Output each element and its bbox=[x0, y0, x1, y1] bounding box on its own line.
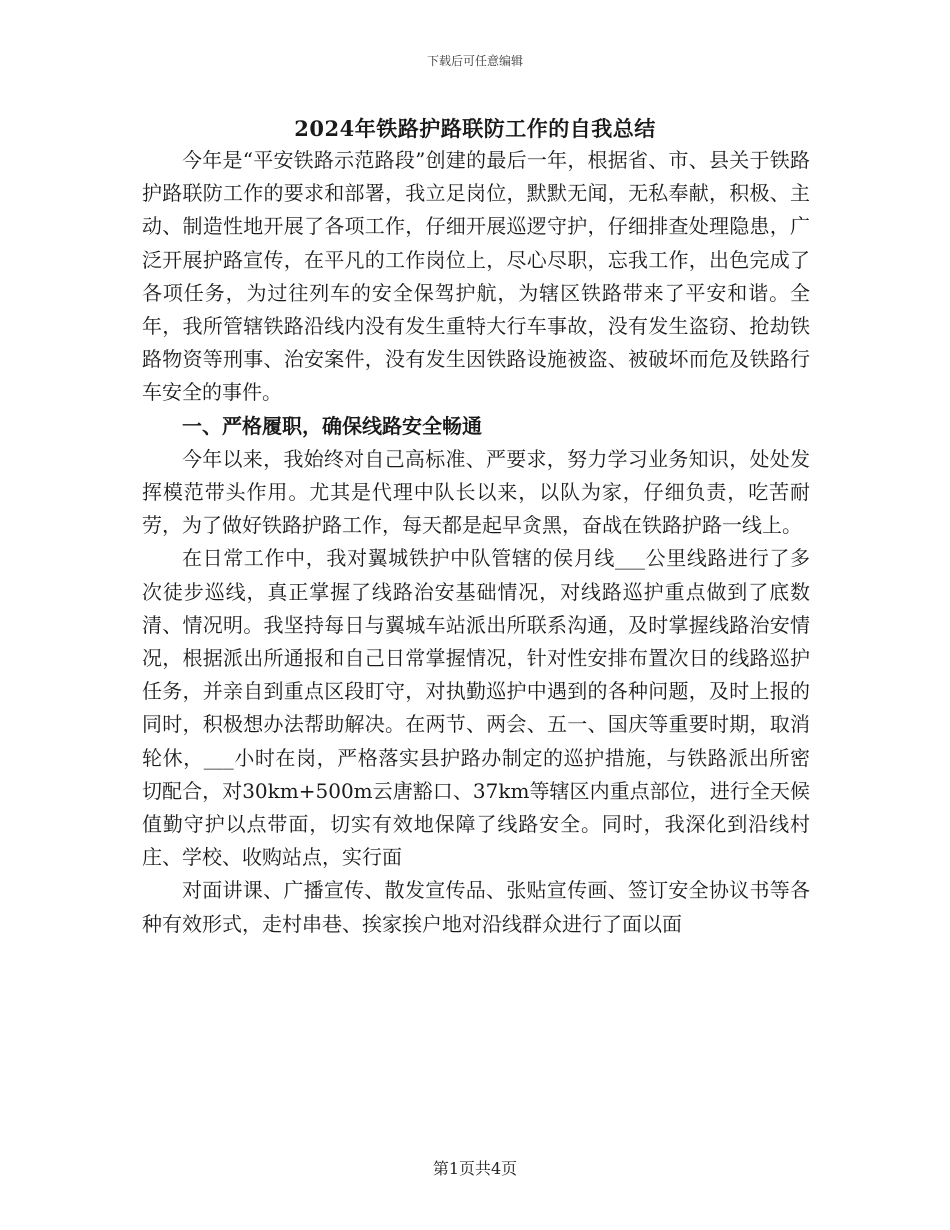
paragraph-intro: 今年是“平安铁路示范路段”创建的最后一年，根据省、市、县关于铁路护路联防工作的要求和部署，我立足岗位，默默无闻，无私奉献，积极、主动、制造性地开展了各项工作，仔细开展巡逻守护，仔细排查处理隐患，广泛开展护路宣传，在平凡的工作岗位上，尽心尽职，忘我工作，出色完成了各项任务，为过往列车的安全保驾护航，为辖区铁路带来了平安和谐。全年，我所管辖铁路沿线内没有发生重特大行车事故，没有发生盗窃、抢劫铁路物资等刑事、治安案件，没有发生因铁路设施被盗、被破坏而危及铁路行车安全的事件。 bbox=[142, 148, 810, 405]
document-body bbox=[142, 144, 810, 941]
document-title: 2024年铁路护路联防工作的自我总结 bbox=[294, 116, 656, 141]
paragraph-continuation: 对面讲课、广播宣传、散发宣传品、张贴宣传画、签订安全协议书等各种有效形式，走村串巷、挨家挨户地对沿线群众进行了面以面 bbox=[142, 878, 810, 936]
section-heading: 一、严格履职，确保线路安全畅通 bbox=[182, 413, 482, 438]
paragraph-self-discipline: 今年以来，我始终对自己高标准、严要求，努力学习业务知识，处处发挥模范带头作用。尤其是代理中队长以来，以队为家，仔细负责，吃苦耐劳，为了做好铁路护路工作，每天都是起早贪黑，奋战在铁路护路一线上。 bbox=[142, 446, 810, 538]
page-footer: 第1页共4页 bbox=[432, 1159, 518, 1178]
header-note: 下载后可任意编辑 bbox=[426, 54, 523, 68]
paragraph-daily-work: 在日常工作中，我对翼城铁护中队管辖的侯月线___公里线路进行了多次徒步巡线，真正掌握了线路治安基础情况，对线路巡护重点做到了底数清、情况明。我坚持每日与翼城车站派出所联系沟通，及时掌握线路治安情况，根据派出所通报和自己日常掌握情况，针对性安排布置次日的线路巡护任务，并亲自到重点区段盯守，对执勤巡护中遇到的各种问题，及时上报的同时，积极想办法帮助解决。在两节、两会、五一、国庆等重要时期，取消轮休，___小时在岗，严格落实县护路办制定的巡护措施，与铁路派出所密切配合，对30km+500m云唐豁口、37km等辖区内重点部位，进行全天候值勤守护以点带面，切实有效地保障了线路安全。同时，我深化到沿线村庄、学校、收购站点，实行面 bbox=[142, 546, 810, 870]
